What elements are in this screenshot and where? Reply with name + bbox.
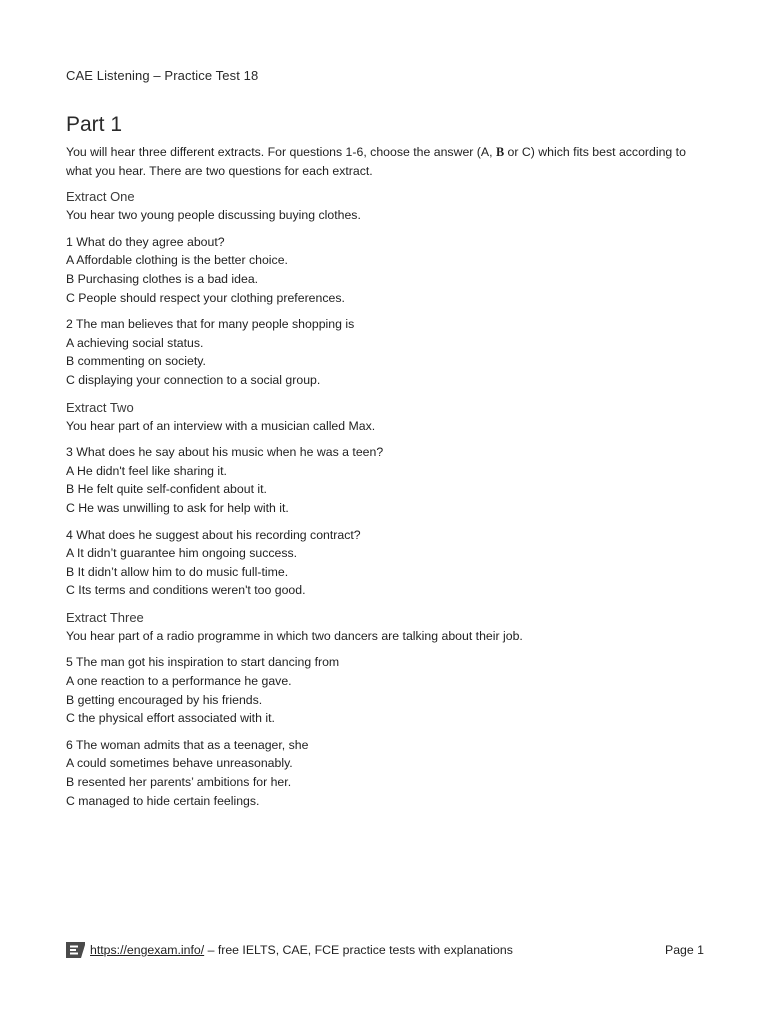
instructions-text-end: or C) which fits best according to what you hear. There are two questions for each extract. <box>66 145 686 178</box>
question-stem: 1 What do they agree about? <box>66 234 225 249</box>
answer-option: A achieving social status. <box>66 335 204 350</box>
answer-option: A It didn’t guarantee him ongoing success. <box>66 546 298 561</box>
extract-heading: Extract One <box>66 189 135 205</box>
answer-option: A Affordable clothing is the better choice. <box>66 253 288 268</box>
instructions-bold-letter: B <box>495 145 505 159</box>
answer-option: B He felt quite self-confident about it. <box>66 482 267 497</box>
question-stem: 2 The man believes that for many people shopping is <box>66 317 355 332</box>
footer-tagline: – free IELTS, CAE, FCE practice tests with explanations <box>204 943 513 957</box>
document-header-title: CAE Listening – Practice Test 18 <box>66 68 259 83</box>
extract-heading: Extract Two <box>66 399 134 415</box>
answer-option: C People should respect your clothing preferences. <box>66 290 345 305</box>
answer-option: C managed to hide certain feelings. <box>66 793 260 808</box>
question-block <box>66 653 714 727</box>
extract-heading: Extract Three <box>66 609 144 625</box>
question-block <box>66 526 714 600</box>
extract-context: You hear part of a radio programme in which two dancers are talking about their job. <box>66 628 523 643</box>
extract-section <box>66 398 714 600</box>
answer-option: A one reaction to a performance he gave. <box>66 674 292 689</box>
extract-context: You hear part of an interview with a musician called Max. <box>66 418 376 433</box>
answer-option: B commenting on society. <box>66 354 206 369</box>
answer-option: A He didn't feel like sharing it. <box>66 463 227 478</box>
extract-context: You hear two young people discussing buying clothes. <box>66 208 361 223</box>
question-stem: 5 The man got his inspiration to start dancing from <box>66 655 340 670</box>
question-block <box>66 233 714 307</box>
answer-option: B Purchasing clothes is a bad idea. <box>66 271 259 286</box>
question-block <box>66 315 714 389</box>
extract-section <box>66 608 714 810</box>
answer-option: B getting encouraged by his friends. <box>66 692 263 707</box>
page-number: Page 1 <box>665 943 704 957</box>
engexam-logo-icon <box>66 942 85 958</box>
answer-option: A could sometimes behave unreasonably. <box>66 756 293 771</box>
page-footer <box>66 941 706 961</box>
instructions-text-start: You will hear three different extracts. For questions 1-6, choose the answer (A, <box>66 145 496 159</box>
footer-text <box>90 943 513 957</box>
answer-option: B resented her parents’ ambitions for her. <box>66 775 292 790</box>
question-block <box>66 443 714 517</box>
answer-option: C He was unwilling to ask for help with it. <box>66 500 289 515</box>
answer-option: C displaying your connection to a social group. <box>66 372 321 387</box>
footer-site-link[interactable]: https://engexam.info/ <box>90 943 205 957</box>
instructions <box>66 143 714 180</box>
question-stem: 4 What does he suggest about his recording contract? <box>66 527 361 542</box>
answer-option: C the physical effort associated with it. <box>66 711 275 726</box>
question-block <box>66 736 714 810</box>
question-stem: 6 The woman admits that as a teenager, she <box>66 737 309 752</box>
part-title: Part 1 <box>66 113 123 136</box>
document-content <box>66 143 714 818</box>
answer-option: C Its terms and conditions weren't too good. <box>66 583 306 598</box>
extract-section <box>66 187 714 389</box>
question-stem: 3 What does he say about his music when he was a teen? <box>66 445 384 460</box>
answer-option: B It didn’t allow him to do music full-time. <box>66 564 289 579</box>
